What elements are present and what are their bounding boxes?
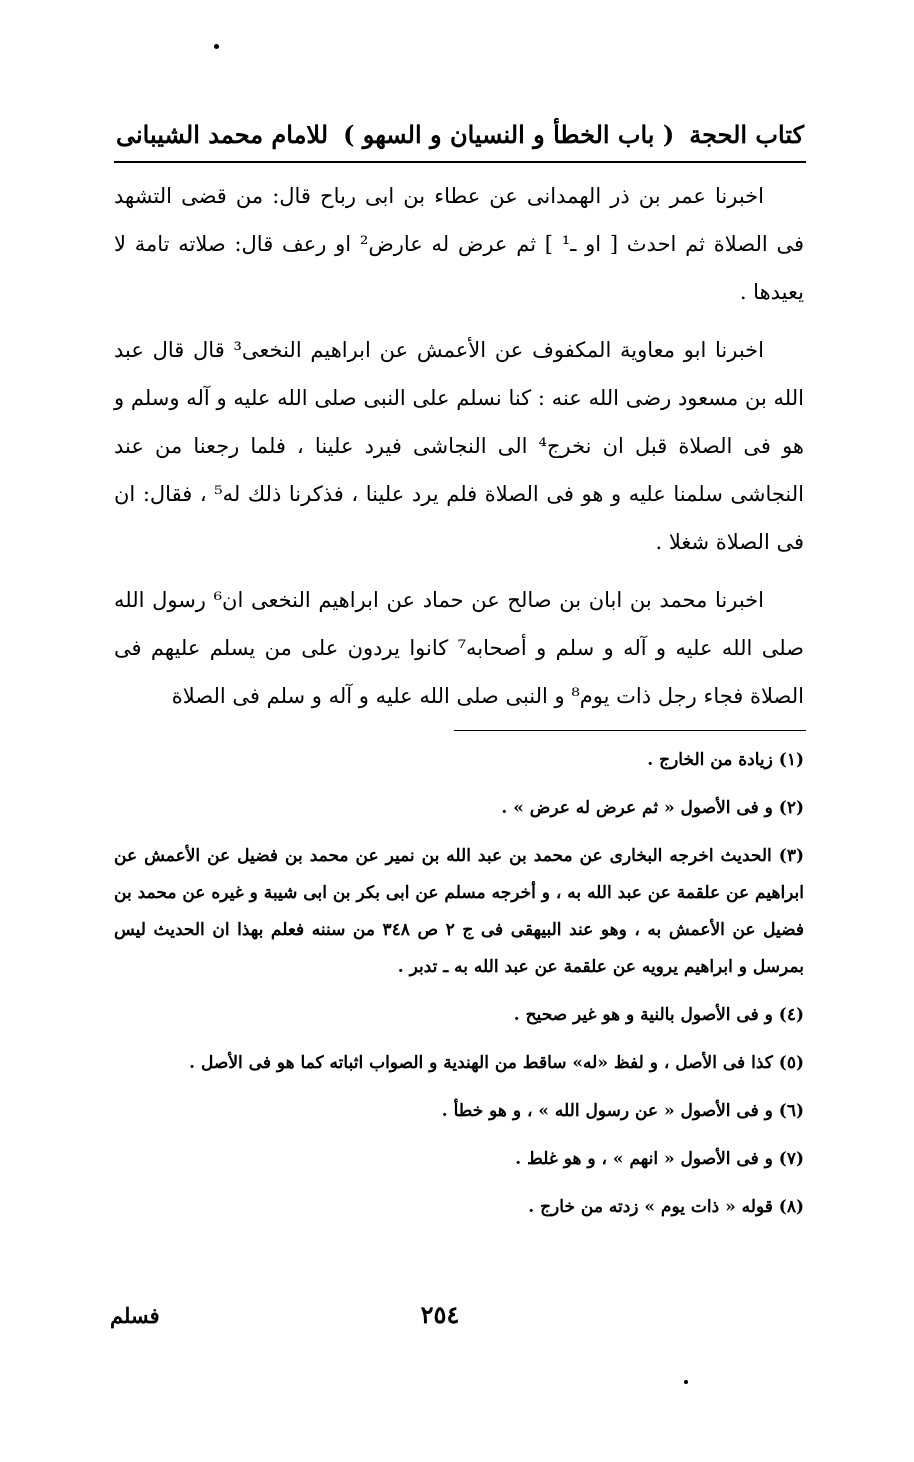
- main-text: [114, 172, 804, 720]
- footnote: (٤) و فی الأصول بالنية و هو غير صحيح .: [513, 1005, 804, 1025]
- footnote: (٢) و فی الأصول « ثم عرض له عرض » .: [501, 798, 804, 818]
- footnotes-rule: [454, 730, 806, 731]
- header-author: للامام محمد الشيبانی: [116, 119, 329, 149]
- footnote: (١) زيادة من الخارج .: [647, 750, 804, 770]
- page-speck: [684, 1380, 688, 1384]
- footnote: (٣) الحديث اخرجه البخاری عن محمد بن عبد الله بن نمير عن محمد بن فضيل عن الأعمش عن ابراهيم عن علقمة عن عبد الله به ، و أخرجه مسلم عن ابی بكر بن ابی شيبة و غيره عن محمد بن فضيل عن الأعمش به ، وهو عند البيهقی فی ج ٢ ص ٣٤٨ من سننه فعلم بهذا ان الحديث ليس بمرسل و ابراهيم يرويه عن علقمة عن عبد الله به ـ تدبر .: [114, 846, 804, 977]
- header-chapter-title: ( باب الخطأ و النسيان و السهو ): [343, 119, 675, 149]
- page-speck: [214, 44, 219, 49]
- paragraph: اخبرنا محمد بن ابان بن صالح عن حماد عن ابراهيم النخعی ان⁶ رسول الله صلی الله عليه و آله و سلم و أصحابه⁷ كانوا يردون علی من يسلم عليهم فی الصلاة فجاء رجل ذات يوم⁸ و النبی صلی الله عليه و آله و سلم فی الصلاة: [114, 588, 804, 708]
- page-number: ٢٥٤: [420, 1300, 460, 1329]
- catchword: فسلم: [110, 1303, 160, 1328]
- paragraph: اخبرنا عمر بن ذر الهمدانی عن عطاء بن ابی رباح قال: من قضی التشهد فی الصلاة ثم احدث [ او ـ¹ ] ثم عرض له عارض² او رعف قال: صلاته تامة لا يعيدها .: [114, 184, 805, 304]
- header-book-title: كتاب الحجة: [689, 119, 804, 149]
- header-rule: [114, 161, 806, 163]
- footnotes: [114, 742, 804, 1237]
- running-header: [116, 112, 804, 156]
- footnote: (٨) قوله « ذات يوم » زدته من خارج .: [528, 1197, 804, 1217]
- paragraph: اخبرنا ابو معاوية المكفوف عن الأعمش عن ابراهيم النخعی³ قال قال عبد الله بن مسعود رضی الله عنه : كنا نسلم علی النبی صلی الله عليه و آله وسلم و هو فی الصلاة قبل ان نخرج⁴ الی النجاشی فيرد علينا ، فلما رجعنا من عند النجاشی سلمنا عليه و هو فی الصلاة فلم يرد علينا ، فذكرنا ذلك له⁵ ، فقال: ان فی الصلاة شغلا .: [114, 338, 804, 554]
- footnote: (٦) و فی الأصول « عن رسول الله » ، و هو خطأ .: [441, 1101, 804, 1121]
- footnote: (٥) كذا فی الأصل ، و لفظ «له» ساقط من الهندية و الصواب اثباته كما هو فی الأصل .: [189, 1053, 804, 1073]
- footnote: (٧) و فی الأصول « انهم » ، و هو غلط .: [515, 1149, 804, 1169]
